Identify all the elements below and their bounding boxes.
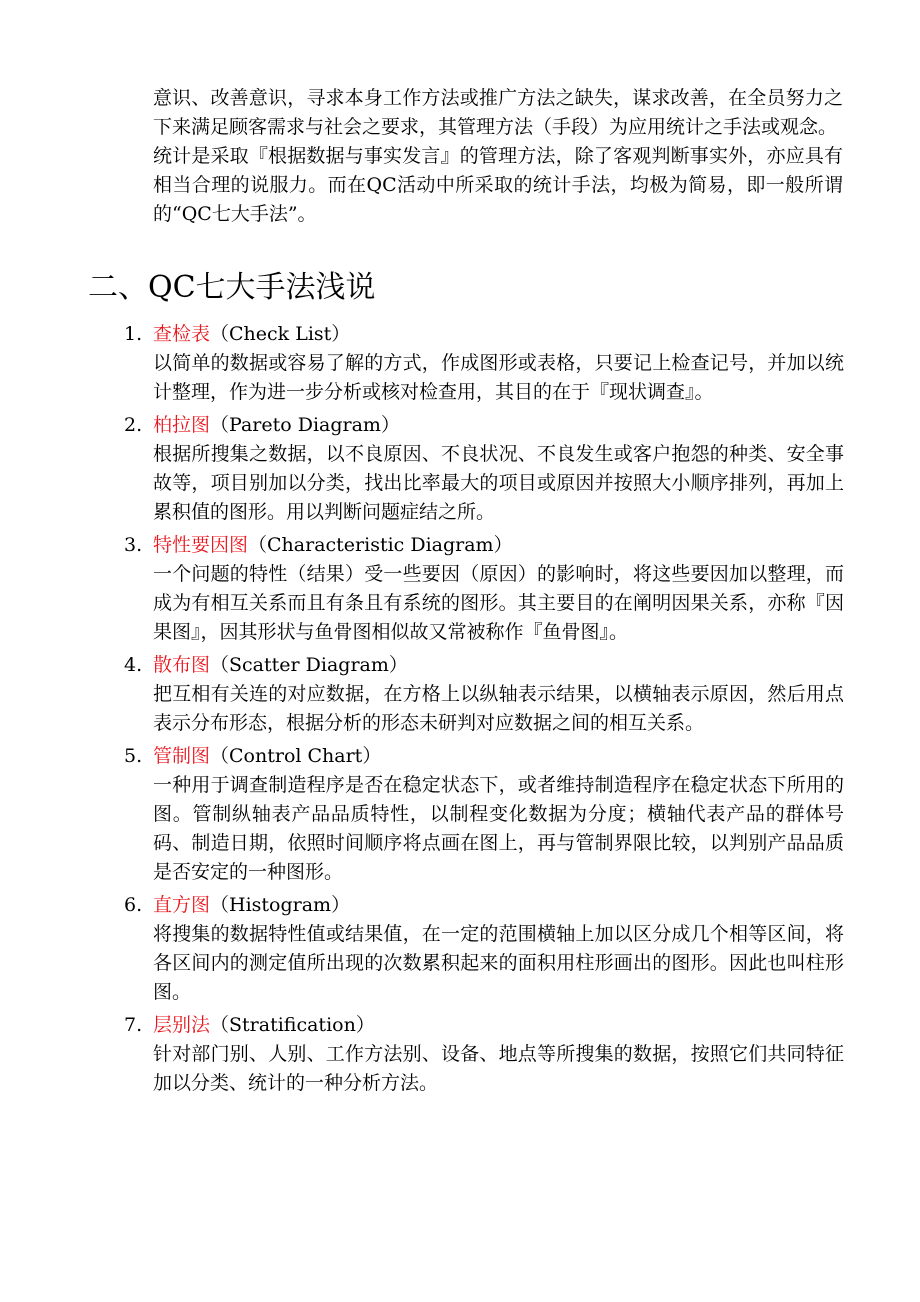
item-description: 针对部门别、人别、工作方法别、设备、地点等所搜集的数据，按照它们共同特征加以分类、统计的一种分析方法。	[153, 1043, 844, 1094]
list-item	[124, 531, 844, 647]
item-heading	[124, 891, 844, 920]
list-item	[124, 742, 844, 887]
item-english-name: （Stratification）	[210, 1014, 375, 1036]
item-english-name: （Histogram）	[210, 894, 351, 916]
intro-paragraph: 意识、改善意识，寻求本身工作方法或推广方法之缺失，谋求改善，在全员努力之下来满足顾客需求与社会之要求，其管理方法（手段）为应用统计之手法或观念。	[153, 87, 843, 138]
method-list	[124, 320, 844, 1102]
item-english-name: （Characteristic Diagram）	[248, 534, 513, 556]
item-heading	[124, 531, 844, 560]
item-name: 管制图	[153, 745, 211, 767]
item-name: 查检表	[153, 323, 211, 345]
item-number: 6.	[124, 894, 143, 916]
item-number: 7.	[124, 1014, 143, 1036]
item-number: 2.	[124, 414, 143, 436]
item-english-name: （Check List）	[210, 323, 351, 345]
item-english-name: （Pareto Diagram）	[210, 414, 400, 436]
item-name: 层别法	[153, 1014, 211, 1036]
item-name: 直方图	[153, 894, 211, 916]
list-item	[124, 1011, 844, 1098]
item-description: 根据所搜集之数据，以不良原因、不良状况、不良发生或客户抱怨的种类、安全事故等，项目别加以分类，找出比率最大的项目或原因并按照大小顺序排列，再加上累积值的图形。用以判断问题症结之所。	[153, 443, 844, 523]
item-heading	[124, 411, 844, 440]
intro-paragraph: 统计是采取『根据数据与事实发言』的管理方法，除了客观判断事实外，亦应具有相当合理的说服力。而在QC活动中所采取的统计手法，均极为简易，即一般所谓的“QC七大手法”。	[153, 145, 843, 225]
item-description: 将搜集的数据特性值或结果值，在一定的范围横轴上加以区分成几个相等区间，将各区间内的测定值所出现的次数累积起来的面积用柱形画出的图形。因此也叫柱形图。	[153, 923, 844, 1003]
item-english-name: （Control Chart）	[210, 745, 382, 767]
item-description: 把互相有关连的对应数据，在方格上以纵轴表示结果，以横轴表示原因，然后用点表示分布形态，根据分析的形态未研判对应数据之间的相互关系。	[153, 683, 844, 734]
item-name: 特性要因图	[153, 534, 249, 556]
list-item	[124, 411, 844, 527]
intro-section	[153, 84, 843, 229]
item-number: 1.	[124, 323, 143, 345]
list-item	[124, 651, 844, 738]
item-description: 以简单的数据或容易了解的方式，作成图形或表格，只要记上检查记号，并加以统计整理，作为进一步分析或核对检查用，其目的在于『现状调查』。	[153, 352, 844, 403]
item-description: 一个问题的特性（结果）受一些要因（原因）的影响时，将这些要因加以整理，而成为有相互关系而且有条且有系统的图形。其主要目的在阐明因果关系，亦称『因果图』，因其形状与鱼骨图相似故又常被称作『鱼骨图』。	[153, 563, 844, 643]
item-name: 柏拉图	[153, 414, 211, 436]
section-heading: 二、QC七大手法浅说	[88, 270, 376, 305]
item-number: 3.	[124, 534, 143, 556]
list-item	[124, 891, 844, 1007]
item-description: 一种用于调查制造程序是否在稳定状态下，或者维持制造程序在稳定状态下所用的图。管制纵轴表产品品质特性，以制程变化数据为分度；横轴代表产品的群体号码、制造日期，依照时间顺序将点画在图上，再与管制界限比较，以判别产品品质是否安定的一种图形。	[153, 774, 844, 883]
list-item	[124, 320, 844, 407]
item-name: 散布图	[153, 654, 211, 676]
item-heading	[124, 1011, 844, 1040]
item-english-name: （Scatter Diagram）	[210, 654, 408, 676]
item-heading	[124, 320, 844, 349]
item-heading	[124, 742, 844, 771]
item-number: 4.	[124, 654, 143, 676]
item-number: 5.	[124, 745, 143, 767]
item-heading	[124, 651, 844, 680]
